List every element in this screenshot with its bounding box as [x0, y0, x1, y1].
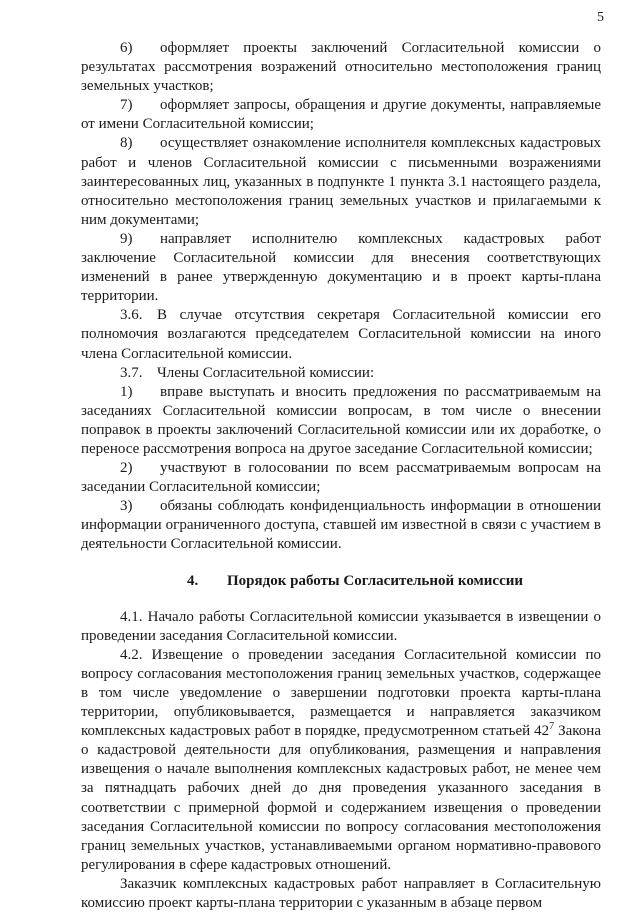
section-number: 4. — [187, 572, 199, 589]
page-number: 5 — [597, 10, 604, 25]
clause-number: 3.7. — [120, 364, 143, 381]
item-number: 2) — [120, 460, 133, 477]
item-text: обязаны соблюдать конфиденциальность информации в отношении информации ограниченного доступа, ставшей им известной в связи с участием в деятельности Согласительной комиссии. — [81, 498, 601, 553]
clause-text: В случае отсутствия секретаря Согласительной комиссии его полномочия возлагаются председателем Согласительной комиссии на иного члена Согласительной комиссии. — [81, 307, 601, 362]
clause-text: 4.2. Извещение о проведении заседания Согласительной комиссии по вопросу согласования местоположения границ земельных участков, содержащее в том числе уведомление о завершении подготовки проекта карты-плана территории, опубликовывается, размещается и направляется заказчиком комплексных кадастровых работ в порядке, предусмотренном статьей 42 — [81, 646, 601, 740]
item-number: 9) — [120, 230, 133, 247]
section-title: Порядок работы Согласительной комиссии — [227, 572, 524, 589]
clause-text-continued: Закона о кадастровой деятельности для опубликования, размещения и направления извещения о начале выполнения комплексных кадастровых работ, не менее чем за пятнадцать рабочих дней до дня проведения указанного заседания в соответствии с примерной формой и содержанием извещения о проведении заседания Согласительной комиссии по вопросу согласования местоположения границ земельных участков, устанавливаемыми органом нормативно-правового регулирования в сфере кадастровых отношений. — [81, 723, 601, 873]
article-superscript: 7 — [549, 721, 555, 733]
clause-text: Члены Согласительной комиссии: — [157, 364, 375, 381]
item-number: 6) — [120, 40, 133, 56]
list-item — [81, 134, 601, 229]
document-body — [81, 39, 601, 913]
item-text: участвуют в голосовании по всем рассматриваемым вопросам на заседании Согласительной комиссии; — [81, 460, 601, 496]
item-text: вправе выступать и вносить предложения по рассматриваемым на заседаниях Согласительной комиссии вопросам, в том числе о внесении поправок в проекты заключений Согласительной комиссии или их доработке, о переносе рассмотрения вопроса на другое заседание Согласительной комиссии; — [81, 383, 601, 457]
clause-number: 3.6. — [120, 307, 143, 324]
item-number: 8) — [120, 135, 133, 152]
item-text: оформляет проекты заключений Согласительной комиссии о результатах рассмотрения возражений относительно местоположения границ земельных участков; — [81, 40, 601, 95]
list-item — [81, 383, 601, 459]
clause-3-6 — [81, 306, 601, 363]
clause-3-7 — [81, 364, 601, 383]
section-heading — [81, 572, 601, 591]
item-text: осуществляет ознакомление исполнителя комплексных кадастровых работ и членов Согласительной комиссии с письменными возражениями заинтересованных лиц, указанных в подпункте 1 пункта 3.1 настоящего раздела, относительно местоположения границ земельных участков и прилагаемыми к ним документами; — [81, 135, 601, 228]
item-number: 3) — [120, 498, 133, 515]
closing-paragraph: Заказчик комплексных кадастровых работ направляет в Согласительную комиссию проект карты-плана территории с указанным в абзаце первом — [81, 875, 601, 912]
clause-4-1: 4.1. Начало работы Согласительной комиссии указывается в извещении о проведении заседания Согласительной комиссии. — [81, 608, 601, 644]
list-item — [81, 39, 601, 96]
list-item — [81, 230, 601, 306]
item-text: оформляет запросы, обращения и другие документы, направляемые от имени Согласительной комиссии; — [81, 97, 601, 133]
list-item — [81, 96, 601, 134]
item-number: 1) — [120, 383, 133, 400]
clause-4-2 — [81, 646, 601, 875]
item-text: направляет исполнителю комплексных кадастровых работ заключение Согласительной комиссии для внесения соответствующих изменений в ранее утвержденную документацию и в проект карты-плана территории. — [81, 230, 601, 305]
list-item — [81, 497, 601, 554]
item-number: 7) — [120, 97, 133, 114]
list-item — [81, 459, 601, 497]
